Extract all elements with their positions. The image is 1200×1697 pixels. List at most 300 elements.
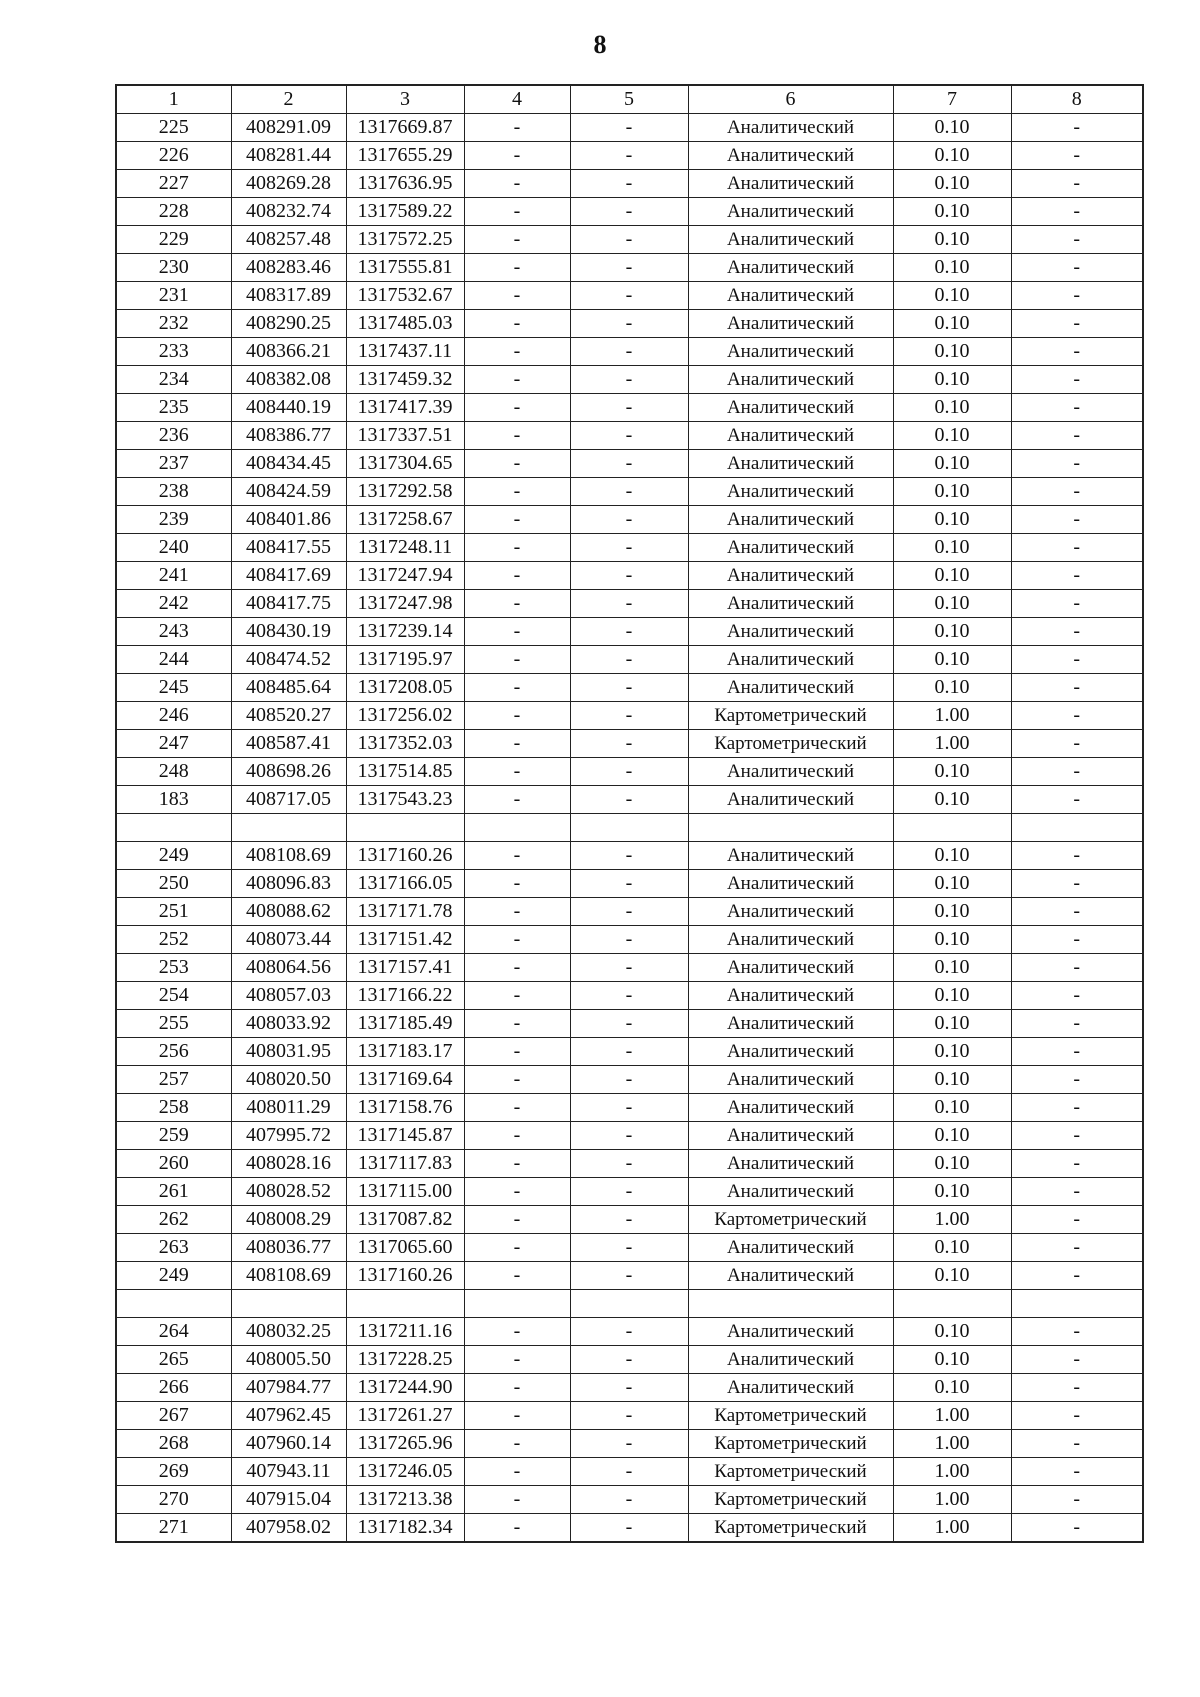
table-row [116, 898, 1143, 926]
table-cell: 1.00 [893, 1514, 1011, 1543]
table-cell: - [1011, 1346, 1143, 1374]
table-cell: - [1011, 506, 1143, 534]
table-row [116, 1122, 1143, 1150]
table-row [116, 702, 1143, 730]
table-cell: 408430.19 [231, 618, 346, 646]
table-row [116, 170, 1143, 198]
table-cell: - [464, 1010, 570, 1038]
table-cell: 0.10 [893, 926, 1011, 954]
table-cell: 257 [116, 1066, 231, 1094]
table-cell: - [570, 170, 688, 198]
table-cell: 0.10 [893, 534, 1011, 562]
table-cell: 1317151.42 [346, 926, 464, 954]
table-cell: Аналитический [688, 142, 893, 170]
table-cell: - [464, 1262, 570, 1290]
table-cell: 408417.55 [231, 534, 346, 562]
table-cell: 1317157.41 [346, 954, 464, 982]
table-row [116, 926, 1143, 954]
table-cell: 1317485.03 [346, 310, 464, 338]
table-cell: - [570, 646, 688, 674]
table-cell: - [570, 842, 688, 870]
table-cell: Картометрический [688, 702, 893, 730]
table-cell: - [1011, 1010, 1143, 1038]
table-cell: - [1011, 450, 1143, 478]
table-row [116, 758, 1143, 786]
table-cell: - [570, 1402, 688, 1430]
table-cell: 1.00 [893, 730, 1011, 758]
table-cell: 0.10 [893, 114, 1011, 142]
table-cell: - [570, 226, 688, 254]
table-cell: 1.00 [893, 1430, 1011, 1458]
table-cell: 1317337.51 [346, 422, 464, 450]
table-cell: 408417.75 [231, 590, 346, 618]
table-cell: Аналитический [688, 898, 893, 926]
table-cell: 0.10 [893, 842, 1011, 870]
table-row [116, 1150, 1143, 1178]
table-cell: - [1011, 1318, 1143, 1346]
table-cell: - [1011, 1514, 1143, 1543]
table-row [116, 1038, 1143, 1066]
table-cell: 408008.29 [231, 1206, 346, 1234]
table-cell: - [1011, 1374, 1143, 1402]
table-cell: 0.10 [893, 1010, 1011, 1038]
table-cell: - [464, 506, 570, 534]
table-row [116, 114, 1143, 142]
table-cell: - [1011, 1038, 1143, 1066]
table-cell: 0.10 [893, 1374, 1011, 1402]
table-cell: - [1011, 1458, 1143, 1486]
table-cell: 1317160.26 [346, 1262, 464, 1290]
table-cell: - [570, 870, 688, 898]
table-cell: - [464, 1402, 570, 1430]
table-cell: Аналитический [688, 1094, 893, 1122]
table-cell: Аналитический [688, 1346, 893, 1374]
table-cell: 408283.46 [231, 254, 346, 282]
table-row [116, 226, 1143, 254]
table-cell: - [464, 366, 570, 394]
table-cell: 1317514.85 [346, 758, 464, 786]
column-header: 8 [1011, 85, 1143, 114]
table-cell: Картометрический [688, 1206, 893, 1234]
column-header: 1 [116, 85, 231, 114]
table-cell: - [464, 730, 570, 758]
table-cell: 1317304.65 [346, 450, 464, 478]
table-cell: 0.10 [893, 1234, 1011, 1262]
table-cell: 0.10 [893, 618, 1011, 646]
table-cell: 1317160.26 [346, 842, 464, 870]
table-cell: - [464, 646, 570, 674]
column-header: 4 [464, 85, 570, 114]
table-cell: 408520.27 [231, 702, 346, 730]
table-cell: Аналитический [688, 926, 893, 954]
table-row [116, 1346, 1143, 1374]
table-cell: 243 [116, 618, 231, 646]
table-cell: Аналитический [688, 1010, 893, 1038]
table-cell: - [570, 954, 688, 982]
table-cell: 249 [116, 1262, 231, 1290]
table-row [116, 730, 1143, 758]
table-cell: 183 [116, 786, 231, 814]
table-cell: Аналитический [688, 198, 893, 226]
table-row [116, 1010, 1143, 1038]
table-cell: Аналитический [688, 478, 893, 506]
table-row [116, 786, 1143, 814]
table-cell: - [1011, 338, 1143, 366]
table-cell: - [1011, 926, 1143, 954]
table-row [116, 674, 1143, 702]
table-cell: - [570, 506, 688, 534]
table-cell [688, 814, 893, 842]
table-cell: 408011.29 [231, 1094, 346, 1122]
table-cell: Аналитический [688, 114, 893, 142]
table-cell: 245 [116, 674, 231, 702]
table-cell: 1317244.90 [346, 1374, 464, 1402]
table-row [116, 1318, 1143, 1346]
table-cell: 408485.64 [231, 674, 346, 702]
table-cell: Аналитический [688, 338, 893, 366]
table-cell: 269 [116, 1458, 231, 1486]
table-cell: 248 [116, 758, 231, 786]
table-cell: 0.10 [893, 1346, 1011, 1374]
table-cell: Аналитический [688, 310, 893, 338]
table-cell: 0.10 [893, 310, 1011, 338]
table-cell: - [464, 534, 570, 562]
table-cell: - [464, 310, 570, 338]
table-cell: 1317258.67 [346, 506, 464, 534]
table-cell: 244 [116, 646, 231, 674]
table-cell: 407995.72 [231, 1122, 346, 1150]
table-cell: - [570, 982, 688, 1010]
table-cell: 258 [116, 1094, 231, 1122]
table-cell: - [464, 1514, 570, 1543]
table-cell: Аналитический [688, 1038, 893, 1066]
table-cell: 0.10 [893, 1094, 1011, 1122]
table-cell: 247 [116, 730, 231, 758]
table-cell: 408028.16 [231, 1150, 346, 1178]
table-cell: Картометрический [688, 1514, 893, 1543]
table-cell: - [464, 590, 570, 618]
table-cell: - [1011, 226, 1143, 254]
table-cell: - [570, 898, 688, 926]
table-row [116, 310, 1143, 338]
table-cell: 408020.50 [231, 1066, 346, 1094]
table-cell: 0.10 [893, 898, 1011, 926]
table-cell: 408108.69 [231, 842, 346, 870]
table-cell: 1317145.87 [346, 1122, 464, 1150]
table-cell: 225 [116, 114, 231, 142]
table-cell: - [464, 1122, 570, 1150]
table-cell: - [570, 1374, 688, 1402]
table-row [116, 254, 1143, 282]
table-cell: Картометрический [688, 1458, 893, 1486]
table-cell: - [570, 1038, 688, 1066]
table-cell: 1317256.02 [346, 702, 464, 730]
table-cell: 234 [116, 366, 231, 394]
table-cell: 231 [116, 282, 231, 310]
table-cell: - [464, 1346, 570, 1374]
table-cell: - [1011, 1402, 1143, 1430]
table-cell: - [464, 254, 570, 282]
table-cell: 408057.03 [231, 982, 346, 1010]
table-row [116, 1374, 1143, 1402]
table-cell: 263 [116, 1234, 231, 1262]
table-cell: 0.10 [893, 562, 1011, 590]
table-cell: 259 [116, 1122, 231, 1150]
table-row [116, 1458, 1143, 1486]
table-cell: 255 [116, 1010, 231, 1038]
table-cell: 1317248.11 [346, 534, 464, 562]
column-header: 7 [893, 85, 1011, 114]
table-cell: - [570, 1486, 688, 1514]
table-row [116, 394, 1143, 422]
table-cell: 1.00 [893, 1458, 1011, 1486]
table-cell: - [570, 1318, 688, 1346]
table-cell: 1317239.14 [346, 618, 464, 646]
table-cell: - [464, 170, 570, 198]
table-cell: 246 [116, 702, 231, 730]
table-cell: Аналитический [688, 422, 893, 450]
table-cell: - [1011, 562, 1143, 590]
table-cell: - [570, 338, 688, 366]
table-cell: - [464, 422, 570, 450]
table-cell: 408028.52 [231, 1178, 346, 1206]
table-cell: Аналитический [688, 394, 893, 422]
table-cell: Картометрический [688, 1402, 893, 1430]
table-cell: - [1011, 1150, 1143, 1178]
table-cell: 408698.26 [231, 758, 346, 786]
table-row [116, 366, 1143, 394]
table-cell: Аналитический [688, 618, 893, 646]
table-cell: Картометрический [688, 1430, 893, 1458]
table-cell: 1317292.58 [346, 478, 464, 506]
table-cell [346, 814, 464, 842]
table-cell: Аналитический [688, 1178, 893, 1206]
table-cell: 1317208.05 [346, 674, 464, 702]
table-cell: - [1011, 478, 1143, 506]
table-cell: Аналитический [688, 1262, 893, 1290]
table-cell: 1317589.22 [346, 198, 464, 226]
table-cell: 408474.52 [231, 646, 346, 674]
table-row [116, 1234, 1143, 1262]
table-cell: 253 [116, 954, 231, 982]
table-cell: - [570, 1094, 688, 1122]
table-cell: - [570, 730, 688, 758]
table-cell: 408417.69 [231, 562, 346, 590]
table-cell: - [1011, 898, 1143, 926]
table-cell: 408424.59 [231, 478, 346, 506]
table-cell: - [464, 1234, 570, 1262]
table-row [116, 506, 1143, 534]
table-cell: 408269.28 [231, 170, 346, 198]
table-cell: 236 [116, 422, 231, 450]
table-cell: 232 [116, 310, 231, 338]
table-row [116, 562, 1143, 590]
table-cell [570, 1290, 688, 1318]
table-cell: 242 [116, 590, 231, 618]
table-cell: 0.10 [893, 198, 1011, 226]
table-cell: 408088.62 [231, 898, 346, 926]
table-cell: 407958.02 [231, 1514, 346, 1543]
table-cell: 251 [116, 898, 231, 926]
table-cell [231, 1290, 346, 1318]
table-cell: 1317182.34 [346, 1514, 464, 1543]
table-cell: - [464, 618, 570, 646]
table-cell [1011, 1290, 1143, 1318]
table-cell: 0.10 [893, 142, 1011, 170]
table-cell: - [464, 114, 570, 142]
table-cell: 0.10 [893, 226, 1011, 254]
table-cell: - [570, 1122, 688, 1150]
table-row [116, 646, 1143, 674]
table-cell: 1317532.67 [346, 282, 464, 310]
table-cell: 235 [116, 394, 231, 422]
table-cell: Аналитический [688, 1374, 893, 1402]
table-cell: - [570, 310, 688, 338]
table-row [116, 982, 1143, 1010]
table-cell: 0.10 [893, 590, 1011, 618]
table-cell: Аналитический [688, 366, 893, 394]
table-cell: 0.10 [893, 506, 1011, 534]
table-cell: Аналитический [688, 562, 893, 590]
table-cell: 407915.04 [231, 1486, 346, 1514]
table-cell: 256 [116, 1038, 231, 1066]
table-row [116, 198, 1143, 226]
table-cell: 0.10 [893, 450, 1011, 478]
table-cell: 408073.44 [231, 926, 346, 954]
table-row [116, 1402, 1143, 1430]
table-cell: - [464, 338, 570, 366]
table-cell: 228 [116, 198, 231, 226]
table-cell: - [570, 1234, 688, 1262]
table-cell: - [1011, 590, 1143, 618]
table-cell: - [1011, 422, 1143, 450]
table-cell: - [1011, 1262, 1143, 1290]
table-cell: Картометрический [688, 1486, 893, 1514]
table-cell: - [570, 1206, 688, 1234]
table-cell: 270 [116, 1486, 231, 1514]
table-row [116, 1430, 1143, 1458]
table-cell: - [570, 1430, 688, 1458]
table-cell: 408108.69 [231, 1262, 346, 1290]
table-cell [893, 814, 1011, 842]
page-number: 8 [593, 30, 607, 59]
table-cell: 0.10 [893, 646, 1011, 674]
table-cell: 261 [116, 1178, 231, 1206]
table-row [116, 1514, 1143, 1543]
table-cell: 407943.11 [231, 1458, 346, 1486]
table-cell: 1317459.32 [346, 366, 464, 394]
table-cell: 408401.86 [231, 506, 346, 534]
table-cell: 0.10 [893, 1150, 1011, 1178]
table-cell [464, 814, 570, 842]
table-cell: - [1011, 674, 1143, 702]
table-cell: - [570, 1178, 688, 1206]
table-cell: 408033.92 [231, 1010, 346, 1038]
table-cell: - [1011, 618, 1143, 646]
table-cell: - [1011, 1206, 1143, 1234]
table-cell: Аналитический [688, 450, 893, 478]
table-cell: - [570, 1458, 688, 1486]
table-cell: - [570, 1150, 688, 1178]
table-cell: 252 [116, 926, 231, 954]
table-cell: - [570, 590, 688, 618]
table-cell: - [1011, 394, 1143, 422]
table-cell: Аналитический [688, 870, 893, 898]
table-cell: 264 [116, 1318, 231, 1346]
table-cell: - [1011, 870, 1143, 898]
table-row [116, 1290, 1143, 1318]
table-cell: - [1011, 1094, 1143, 1122]
table-cell: 229 [116, 226, 231, 254]
table-cell: 262 [116, 1206, 231, 1234]
table-cell: - [464, 1318, 570, 1346]
table-cell: - [1011, 1430, 1143, 1458]
table-cell: 408005.50 [231, 1346, 346, 1374]
table-cell: 1317669.87 [346, 114, 464, 142]
table-cell: 1317228.25 [346, 1346, 464, 1374]
table-cell: 0.10 [893, 1066, 1011, 1094]
table-cell: 408434.45 [231, 450, 346, 478]
table-cell: - [1011, 170, 1143, 198]
table-cell: - [570, 198, 688, 226]
table-cell: 238 [116, 478, 231, 506]
table-cell: 1317213.38 [346, 1486, 464, 1514]
table-row [116, 870, 1143, 898]
table-cell: 260 [116, 1150, 231, 1178]
table-cell: 0.10 [893, 870, 1011, 898]
table-cell: 226 [116, 142, 231, 170]
table-cell: Аналитический [688, 254, 893, 282]
table-cell: Аналитический [688, 170, 893, 198]
table-cell: Аналитический [688, 646, 893, 674]
table-cell [116, 1290, 231, 1318]
table-row [116, 450, 1143, 478]
table-cell: 250 [116, 870, 231, 898]
table-cell: 1317183.17 [346, 1038, 464, 1066]
table-cell: Аналитический [688, 1122, 893, 1150]
table-cell: 1317247.98 [346, 590, 464, 618]
table-cell: - [1011, 142, 1143, 170]
table-cell: 1317158.76 [346, 1094, 464, 1122]
table-cell: - [1011, 702, 1143, 730]
table-cell: - [464, 142, 570, 170]
table-cell: - [464, 926, 570, 954]
table-cell: 0.10 [893, 1318, 1011, 1346]
table-row [116, 1094, 1143, 1122]
table-cell: 0.10 [893, 282, 1011, 310]
table-cell: 1317115.00 [346, 1178, 464, 1206]
table-cell: 408587.41 [231, 730, 346, 758]
table-cell: 1317352.03 [346, 730, 464, 758]
table-cell [893, 1290, 1011, 1318]
table-cell: 265 [116, 1346, 231, 1374]
table-row [116, 1178, 1143, 1206]
table-cell: 1317247.94 [346, 562, 464, 590]
table-cell: 1317169.64 [346, 1066, 464, 1094]
table-cell: - [570, 758, 688, 786]
table-cell: - [570, 786, 688, 814]
table-cell: Аналитический [688, 590, 893, 618]
table-cell: Аналитический [688, 1318, 893, 1346]
table-cell: 1317572.25 [346, 226, 464, 254]
table-cell: 408031.95 [231, 1038, 346, 1066]
table-row [116, 282, 1143, 310]
table-cell: - [570, 1346, 688, 1374]
table-cell: 1317265.96 [346, 1430, 464, 1458]
table-cell: - [1011, 730, 1143, 758]
table-cell: - [464, 870, 570, 898]
table-cell: - [570, 1066, 688, 1094]
